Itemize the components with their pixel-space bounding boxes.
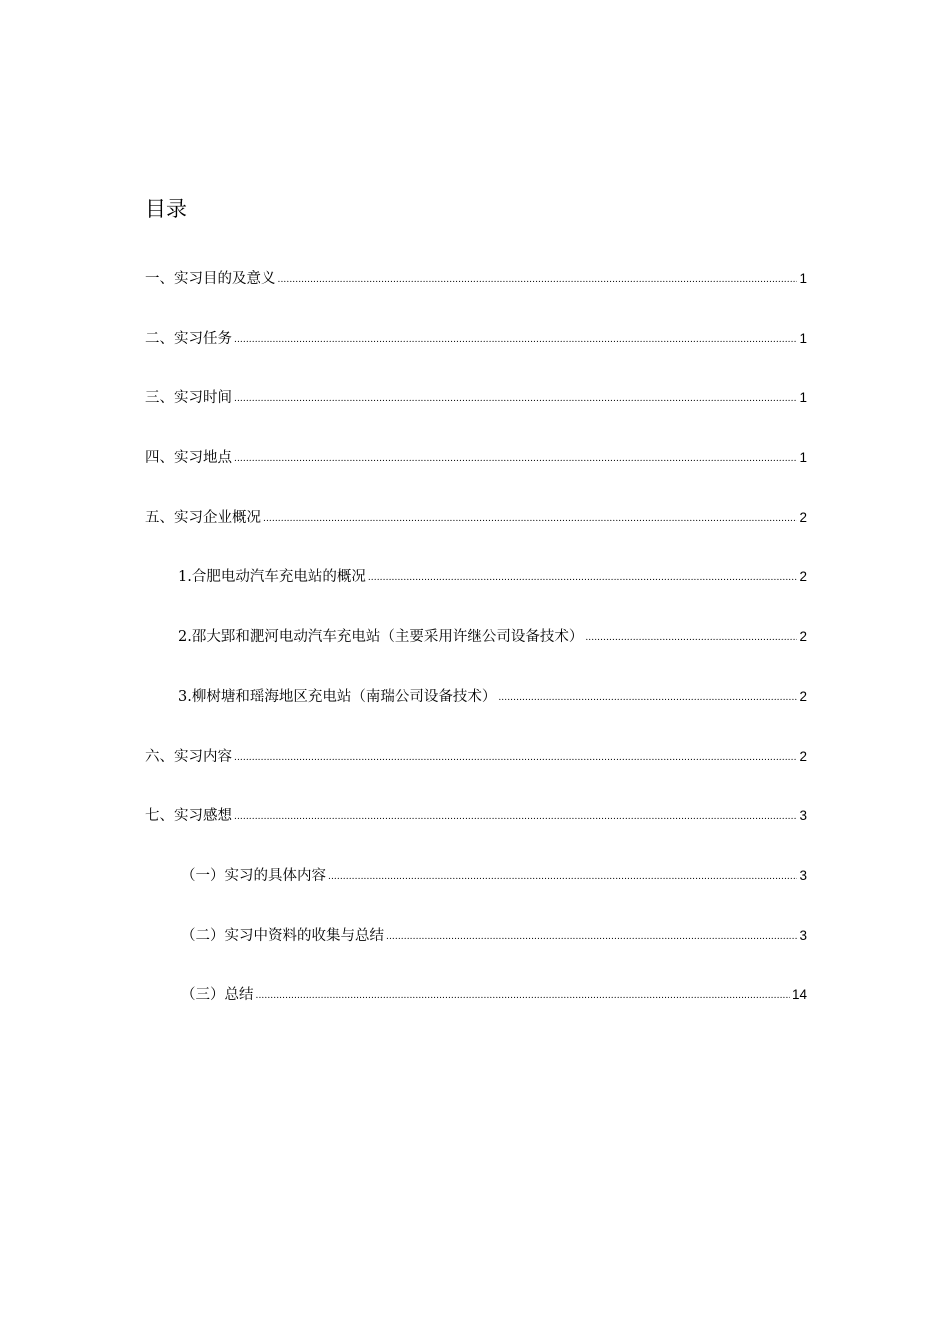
toc-entry-text: （三）总结 — [181, 987, 254, 1004]
toc-entry[interactable] — [145, 533, 807, 593]
toc-entry[interactable] — [145, 413, 807, 473]
toc-entry[interactable] — [145, 831, 807, 891]
toc-entry-text: 六、实习内容 — [145, 748, 232, 765]
toc-entry[interactable] — [145, 592, 807, 652]
toc-entry[interactable] — [145, 951, 807, 1011]
toc-entry[interactable] — [145, 891, 807, 951]
toc-page-number: 1 — [799, 330, 807, 346]
toc-page-number: 2 — [799, 509, 807, 525]
dot-leader — [234, 384, 797, 414]
toc-entry-text: 1.合肥电动汽车充电站的概况 — [178, 569, 366, 586]
toc-page-number: 1 — [799, 271, 807, 286]
toc-entry[interactable] — [145, 712, 807, 772]
toc-entry-text: （一）实习的具体内容 — [181, 867, 326, 884]
toc-entry[interactable] — [145, 772, 807, 832]
toc-page-number: 3 — [799, 808, 807, 824]
toc-page-number: 2 — [799, 748, 807, 764]
toc-page-number: 2 — [799, 569, 807, 585]
dot-leader — [328, 862, 797, 892]
toc-entry-text: 四、实习地点 — [145, 450, 232, 467]
table-of-contents — [145, 264, 807, 1010]
toc-entry-text: 五、实习企业概况 — [145, 509, 261, 526]
dot-leader — [278, 265, 798, 295]
toc-entry[interactable] — [145, 264, 807, 294]
toc-entry[interactable] — [145, 294, 807, 354]
toc-entry[interactable] — [145, 354, 807, 414]
dot-leader — [234, 444, 797, 474]
toc-page-number: 2 — [799, 629, 807, 645]
dot-leader — [234, 325, 797, 355]
dot-leader — [234, 743, 797, 773]
toc-entry-text: 三、实习时间 — [145, 390, 232, 407]
toc-entry-text: 2.邵大郢和淝河电动汽车充电站（主要采用许继公司设备技术） — [178, 629, 584, 646]
toc-entry-text: 一、实习目的及意义 — [145, 271, 276, 287]
toc-page-number: 2 — [799, 688, 807, 704]
toc-entry[interactable] — [145, 473, 807, 533]
dot-leader — [585, 623, 797, 653]
toc-title: 目录 — [145, 197, 187, 221]
dot-leader — [234, 802, 797, 832]
toc-entry-text: 3.柳树塘和瑶海地区充电站（南瑞公司设备技术） — [178, 688, 497, 705]
toc-entry-text: （二）实习中资料的收集与总结 — [181, 927, 384, 944]
dot-leader — [256, 981, 790, 1011]
toc-entry-text: 二、实习任务 — [145, 330, 232, 347]
dot-leader — [263, 504, 797, 534]
dot-leader — [368, 563, 798, 593]
toc-page-number: 1 — [799, 450, 807, 466]
toc-page-number: 14 — [791, 987, 807, 1003]
dot-leader — [498, 683, 797, 713]
toc-page-number: 3 — [799, 867, 807, 883]
toc-page-number: 3 — [799, 927, 807, 943]
toc-entry[interactable] — [145, 652, 807, 712]
toc-page-number: 1 — [799, 390, 807, 406]
toc-entry-text: 七、实习感想 — [145, 808, 232, 825]
dot-leader — [386, 922, 797, 952]
